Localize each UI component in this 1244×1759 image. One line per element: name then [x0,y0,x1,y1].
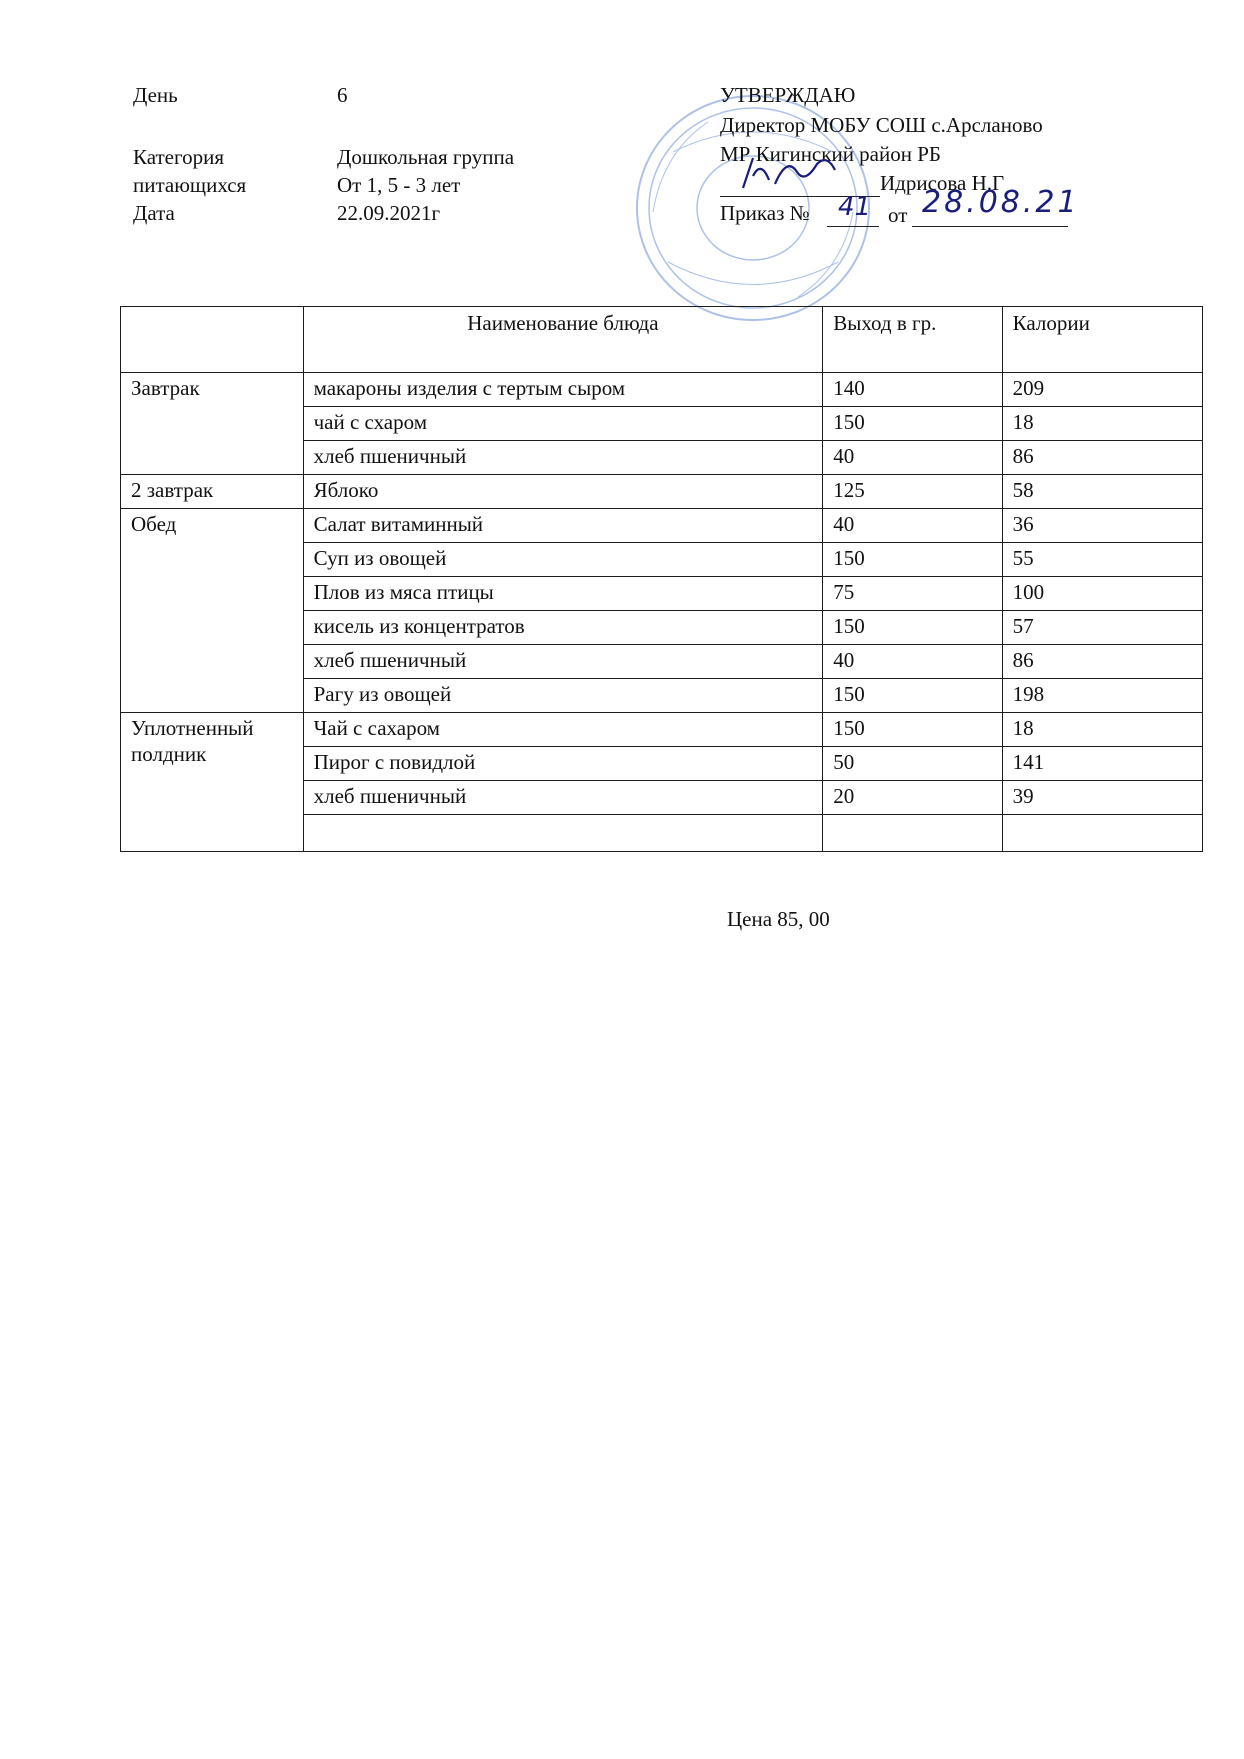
order-label: Приказ № [720,201,810,225]
price: Цена 85, 00 [727,907,830,931]
document-header [0,0,1244,300]
yield-cell: 40 [823,645,1002,679]
date-label: Дата [133,201,175,225]
yield-cell: 150 [823,543,1002,577]
director-name: Идрисова Н.Г [880,171,1005,195]
dish-cell: Суп из овощей [303,543,823,577]
yield-cell: 140 [823,373,1002,407]
dish-cell: хлеб пшеничный [303,781,823,815]
dish-cell: чай с схаром [303,407,823,441]
yield-cell: 75 [823,577,1002,611]
category-label-line2: питающихся [133,173,247,197]
meal-cell: Уплотненный полдник [121,713,304,852]
order-date: 28.08.21 [922,185,1080,220]
yield-cell: 20 [823,781,1002,815]
table-row [121,373,1203,407]
dish-cell: Яблоко [303,475,823,509]
calories-cell [1002,815,1202,852]
calories-cell: 86 [1002,441,1202,475]
order-number: 41 [838,192,872,222]
dish-cell: хлеб пшеничный [303,645,823,679]
calories-cell: 209 [1002,373,1202,407]
calories-cell: 18 [1002,407,1202,441]
header-calories: Калории [1002,307,1202,373]
table-row [121,475,1203,509]
category-value-line1: Дошкольная группа [337,145,515,169]
dish-cell: Рагу из овощей [303,679,823,713]
table-header-row [121,307,1203,373]
calories-cell: 198 [1002,679,1202,713]
table-row [121,509,1203,543]
menu-table [120,306,1203,852]
calories-cell: 141 [1002,747,1202,781]
yield-cell: 125 [823,475,1002,509]
dish-cell: макароны изделия с тертым сыром [303,373,823,407]
approval-title: УТВЕРЖДАЮ [720,83,856,107]
calories-cell: 18 [1002,713,1202,747]
category-value-line2: От 1, 5 - 3 лет [337,173,461,197]
approval-line1: Директор МОБУ СОШ с.Арсланово [720,113,1043,137]
yield-cell: 150 [823,407,1002,441]
yield-cell: 150 [823,679,1002,713]
yield-cell [823,815,1002,852]
order-from-label: от [888,203,908,227]
dish-cell: кисель из концентратов [303,611,823,645]
meal-cell: Завтрак [121,373,304,475]
calories-cell: 100 [1002,577,1202,611]
calories-cell: 36 [1002,509,1202,543]
yield-cell: 40 [823,441,1002,475]
table-row [121,713,1203,747]
calories-cell: 86 [1002,645,1202,679]
meal-cell: 2 завтрак [121,475,304,509]
dish-cell [303,815,823,852]
calories-cell: 58 [1002,475,1202,509]
header-meal [121,307,304,373]
calories-cell: 55 [1002,543,1202,577]
dish-cell: Салат витаминный [303,509,823,543]
dish-cell: хлеб пшеничный [303,441,823,475]
category-label-line1: Категория [133,145,224,169]
day-label: День [133,83,178,107]
date-value: 22.09.2021г [337,201,441,225]
header-yield: Выход в гр. [823,307,1002,373]
calories-cell: 57 [1002,611,1202,645]
day-value: 6 [337,83,348,107]
header-dish-name: Наименование блюда [303,307,823,373]
yield-cell: 50 [823,747,1002,781]
yield-cell: 150 [823,713,1002,747]
director-signature [735,150,845,198]
yield-cell: 40 [823,509,1002,543]
approval-line2: МР Кигинский район РБ [720,142,941,166]
yield-cell: 150 [823,611,1002,645]
dish-cell: Пирог с повидлой [303,747,823,781]
dish-cell: Плов из мяса птицы [303,577,823,611]
dish-cell: Чай с сахаром [303,713,823,747]
meal-cell: Обед [121,509,304,713]
calories-cell: 39 [1002,781,1202,815]
